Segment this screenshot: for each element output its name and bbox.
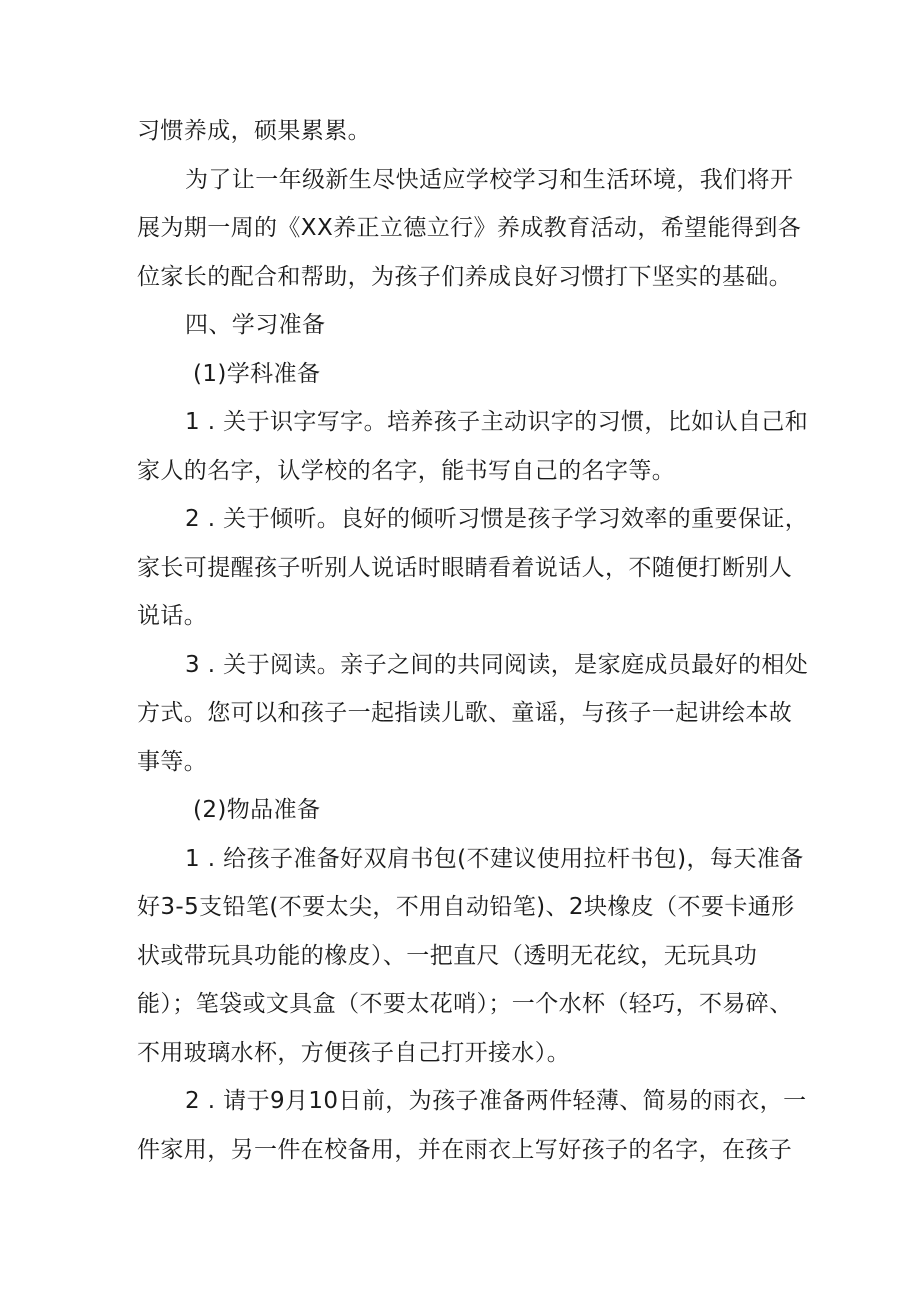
text-line: 能）；笔袋或文具盒（不要太花哨）；一个水杯（轻巧，不易碎、 (137, 991, 793, 1017)
text-line: 家人的名字，认学校的名字，能书写自己的名字等。 (137, 457, 676, 484)
text-line: 2 . 关于倾听。良好的倾听习惯是孩子学习效率的重要保证， (185, 506, 809, 532)
text-line: 习惯养成，硕果累累。 (137, 118, 371, 144)
text-line: 方式。您可以和孩子一起指读儿歌、童谣，与孩子一起讲绘本故 (137, 700, 793, 726)
text-line: 2 . 请于9月10日前，为孩子准备两件轻薄、简易的雨衣，一 (185, 1088, 807, 1114)
text-line: 家长可提醒孩子听别人说话时眼睛看着说话人，不随便打断别人 (137, 554, 793, 581)
subsection-heading: (2)物品准备 (193, 797, 321, 823)
text-line: 位家长的配合和帮助，为孩子们养成良好习惯打下坚实的基础。 (137, 263, 793, 290)
text-line: 1 . 给孩子准备好双肩书包(不建议使用拉杆书包)，每天准备 (185, 845, 804, 872)
text-line: 3 . 关于阅读。亲子之间的共同阅读，是家庭成员最好的相处 (185, 651, 809, 678)
text-line: 不用玻璃水杯，方便孩子自己打开接水）。 (137, 1039, 571, 1066)
text-line: 1 . 关于识字写字。培养孩子主动识字的习惯，比如认自己和 (185, 409, 809, 435)
section-heading: 四、学习准备 (185, 312, 326, 338)
text-line: 展为期一周的《XX养正立德立行》养成教育活动，希望能得到各 (137, 215, 802, 241)
text-line: 说话。 (137, 603, 208, 629)
text-line: 为了让一年级新生尽快适应学校学习和生活环境，我们将开 (185, 166, 794, 193)
text-line: 件家用，另一件在校备用，并在雨衣上写好孩子的名字，在孩子 (137, 1136, 793, 1163)
document-body (137, 107, 809, 1174)
subsection-heading: (1)学科准备 (193, 360, 321, 387)
text-line: 好3-5支铅笔(不要太尖，不用自动铅笔)、2块橡皮（不要卡通形 (137, 894, 795, 920)
text-line: 状或带玩具功能的橡皮）、一把直尺（透明无花纹，无玩具功 (137, 942, 758, 969)
text-line: 事等。 (137, 748, 208, 775)
